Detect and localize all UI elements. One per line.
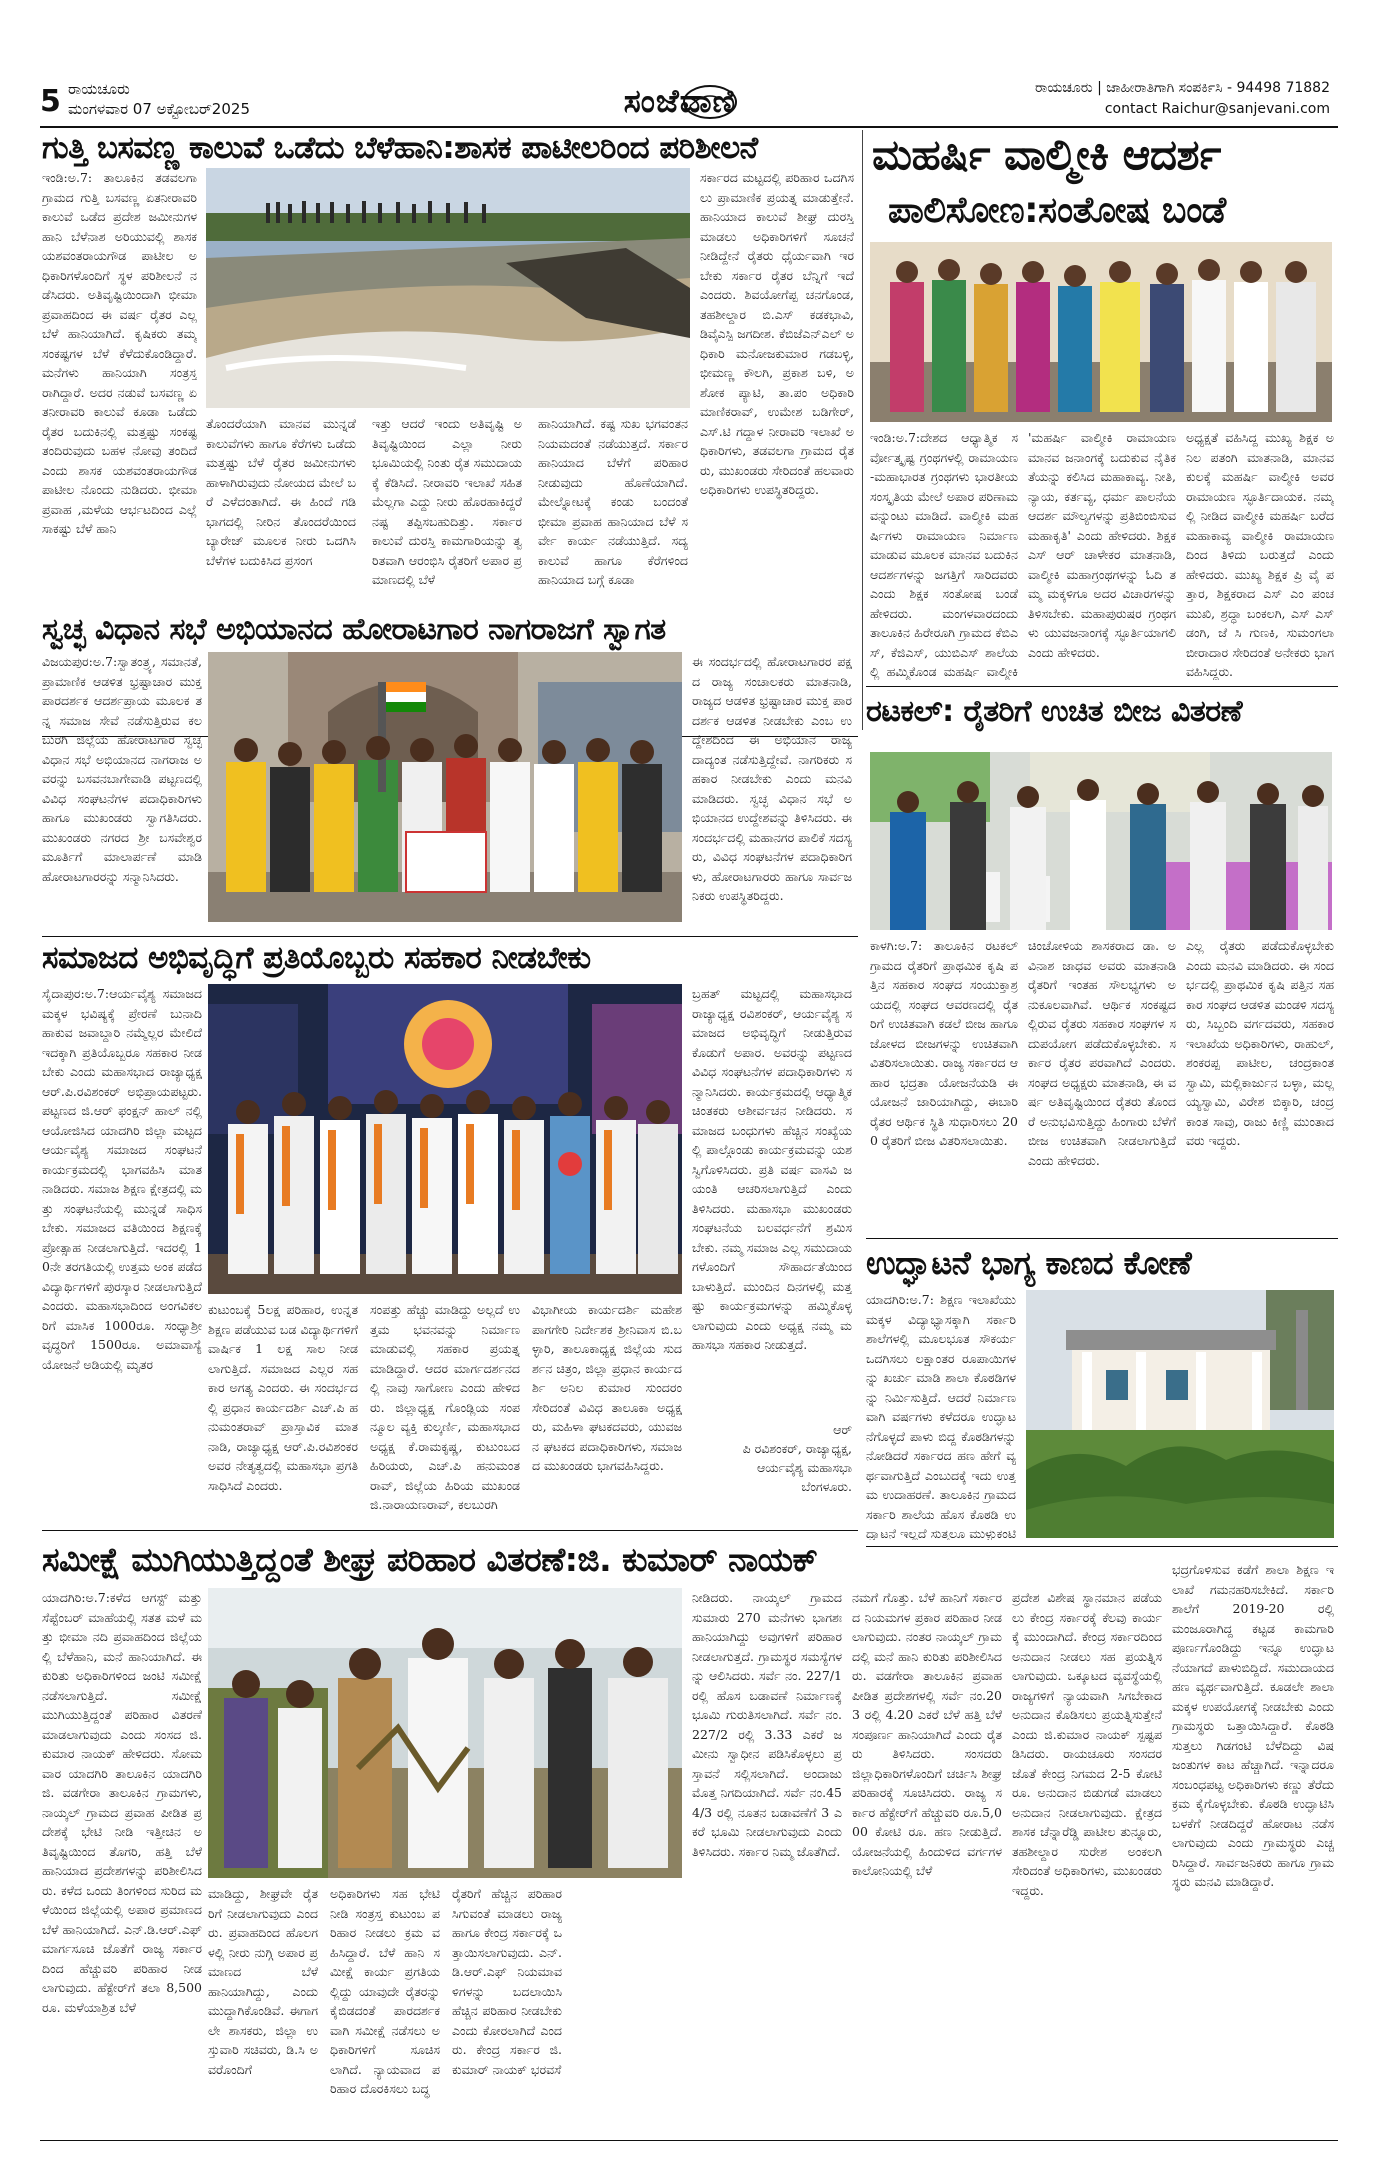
- udghatane-photo: [1026, 1290, 1334, 1538]
- paper-name: ಸಂಜೆವಾಣಿ: [623, 82, 737, 120]
- masthead-rule: [40, 126, 1338, 128]
- sameekshe-col5-short: [574, 1884, 682, 2134]
- udghatane-col1: ಯಾದಗಿರಿ:ಅ.7: ಶಿಕ್ಷಣ ಇಲಾಖೆಯು ಮಕ್ಕಳ ವಿದ್ಯಾಭ್ಯಾಸಕ್ಕಾಗಿ ಸರ್ಕಾರಿ ಶಾಲೆಗಳಲ್ಲಿ ಮೂಲಭೂತ ಸೌಕರ್ಯ ಒದಗಿಸಲು ಲಕ್ಷಾಂತರ ರೂಪಾಯಿಗಳನ್ನು ಖರ್ಚು ಮಾಡಿ ಶಾಲಾ ಕೊಠಡಿಗಳನ್ನು ನಿರ್ಮಿಸುತ್ತಿದೆ. ಆದರೆ ನಿರ್ಮಾಣವಾಗಿ ವರ್ಷಗಳು ಕಳೆದರೂ ಉದ್ಘಾಟನೆಗೊಳ್ಳದೆ ಪಾಳು ಬಿದ್ದ ಕೊಠಡಿಗಳನ್ನು ನೋಡಿದರೆ ಸರ್ಕಾರದ ಹಣ ಹೇಗೆ ವ್ಯರ್ಥವಾಗುತ್ತಿದೆ ಎಂಬುದಕ್ಕೆ ಇದು ಉತ್ತಮ ಉದಾಹರಣೆ. ತಾಲೂಕಿನ ಗ್ರಾಮದ ಸರ್ಕಾರಿ ಶಾಲೆಯ ಹೊಸ ಕೊಠಡಿ ಉದ್ಘಾಟನೆ ಇಲ್ಲದೆ ಸುತ್ತಲೂ ಮುಳ್ಳುಕಂಟಿ: [866, 1292, 1016, 1540]
- valmiki-col1: ಇಂಡಿ:ಅ.7:ದೇಶದ ಆಧ್ಯಾತ್ಮಿಕ ಸರ್ವೋತ್ಕೃಷ್ಟ ಗ್ರಂಥಗಳಲ್ಲಿ ರಾಮಾಯಣ-ಮಹಾಭಾರತ ಗ್ರಂಥಗಳು ಭಾರತೀಯ ಸಂಸ್ಕೃತಿಯ ಮೇಲೆ ಅಪಾರ ಪರಿಣಾಮವನ್ನುಂಟು ಮಾಡಿದೆ. ವಾಲ್ಮೀಕಿ ಮಹರ್ಷಿಗಳು ರಾಮಾಯಣ ನಿರ್ಮಾಣ ಮಾಡುವ ಮೂಲಕ ಮಾನವ ಬದುಕಿನ ಆದರ್ಶಗಳನ್ನು ಜಗತ್ತಿಗೆ ಸಾರಿದವರು ಎಂದು ಶಿಕ್ಷಕ ಸಂತೋಷ ಬಂಡೆ ಹೇಳಿದರು. ಮಂಗಳವಾರದಂದು ತಾಲೂಕಿನ ಹಿರೇರೂಗಿ ಗ್ರಾಮದ ಕೆಬಿಎಸ್, ಕೆಜಿಎಸ್, ಯುಬಿಎಸ್ ಶಾಲೆಯಲ್ಲಿ ಹಮ್ಮಿಕೊಂಡ ಮಹರ್ಷಿ ವಾಲ್ಮೀಕಿ: [870, 430, 1018, 679]
- valmiki-photo: [870, 242, 1332, 422]
- footer-rule: [40, 2140, 1338, 2141]
- gutti-photo: [206, 168, 690, 408]
- samaja-col4: ವಿಭಾಗೀಯ ಕಾರ್ಯದರ್ಶಿ ಮಹೇಶ ಪಾಗಗೇರಿ ನಿರ್ದೇಶಕ ಶ್ರೀನಿವಾಸ ಬಿ.ಬಳ್ಳಾರಿ, ತಾಲೂಕಾಧ್ಯಕ್ಷ ಜಿಲ್ಲೆಯ ಸುದರ್ಶನ ಚಿತ್ರಂ, ಜಿಲ್ಲಾ ಪ್ರಧಾನ ಕಾರ್ಯದರ್ಶಿ ಅನಿಲ ಕುಮಾರ ಸುಂದರಂ ಸೇರಿದಂತೆ ವಿವಿಧ ತಾಲೂಕಾ ಅಧ್ಯಕ್ಷರು, ಮಹಿಳಾ ಘಟಕದವರು, ಯುವಜನ ಘಟಕದ ಪದಾಧಿಕಾರಿಗಳು, ಸಮಾಜದ ಮುಖಂಡರು ಭಾಗವಹಿಸಿದ್ದರು.: [532, 1302, 682, 1473]
- samaja-col2: ಕುಟುಂಬಕ್ಕೆ 5ಲಕ್ಷ ಪರಿಹಾರ, ಉನ್ನತ ಶಿಕ್ಷಣ ಪಡೆಯುವ ಬಡ ವಿದ್ಯಾರ್ಥಿಗಳಿಗೆ ವಾರ್ಷಿಕ 1 ಲಕ್ಷ ಸಾಲ ನೀಡಲಾಗುತ್ತಿದೆ. ಸಮಾಜದ ಎಲ್ಲರ ಸಹಕಾರ ಅಗತ್ಯ ಎಂದರು. ಈ ಸಂದರ್ಭದಲ್ಲಿ ಪ್ರಧಾನ ಕಾರ್ಯದರ್ಶಿ ಎಚ್.ಪಿ ಹನುಮಂತರಾವ್ ಪ್ರಾಸ್ತಾವಿಕ ಮಾತನಾಡಿ, ರಾಜ್ಯಾಧ್ಯಕ್ಷ ಆರ್.ಪಿ.ರವಿಶಂಕರ ಅವರ ನೇತೃತ್ವದಲ್ಲಿ ಮಹಾಸಭಾ ಪ್ರಗತಿ ಸಾಧಿಸಿದೆ ಎಂದರು.: [208, 1302, 358, 1493]
- swachh-photo: [208, 652, 682, 922]
- sameekshe-headline: ಸಮೀಕ್ಷೆ ಮುಗಿಯುತ್ತಿದ್ದಂತೆ ಶೀಘ್ರ ಪರಿಹಾರ ವಿತರಣೆ:ಜಿ. ಕುಮಾರ್ ನಾಯಕ್: [42, 1540, 818, 1579]
- ratakal-col2: ಚಿಂಚೋಳಿಯ ಶಾಸಕರಾದ ಡಾ. ಅವಿನಾಶ ಜಾಧವ ಅವರು ಮಾತನಾಡಿ ರೈತರಿಗೆ ಇಂತಹ ಸೌಲಭ್ಯಗಳು ಅನುಕೂಲವಾಗಿವೆ. ಆರ್ಥಿಕ ಸಂಕಷ್ಟದಲ್ಲಿರುವ ರೈತರು ಸಹಕಾರ ಸಂಘಗಳ ಸದುಪಯೋಗ ಪಡೆದುಕೊಳ್ಳಬೇಕು. ಸರ್ಕಾರ ರೈತರ ಪರವಾಗಿದೆ ಎಂದರು. ಸಂಘದ ಅಧ್ಯಕ್ಷರು ಮಾತನಾಡಿ, ಈ ವರ್ಷ ಅತಿವೃಷ್ಟಿಯಿಂದ ರೈತರು ತೊಂದರೆ ಅನುಭವಿಸುತ್ತಿದ್ದು ಹಿಂಗಾರು ಬೆಳೆಗೆ ಬೀಜ ಉಚಿತವಾಗಿ ನೀಡಲಾಗುತ್ತಿದೆ ಎಂದು ಹೇಳಿದರು.: [1028, 938, 1176, 1168]
- sameekshe-col1: ಯಾದಗಿರಿ:ಅ.7:ಕಳೆದ ಆಗಸ್ಟ್ ಮತ್ತು ಸೆಪ್ಟೆಂಬರ್ ಮಾಹೆಯಲ್ಲಿ ಸತತ ಮಳೆ ಮತ್ತು ಭೀಮಾ ನದಿ ಪ್ರವಾಹದಿಂದ ಜಿಲ್ಲೆಯಲ್ಲಿ ಬೆಳೆಹಾನಿ, ಮನೆ ಹಾನಿಯಾಗಿದೆ. ಈ ಕುರಿತು ಅಧಿಕಾರಿಗಳಿಂದ ಜಂಟಿ ಸಮೀಕ್ಷೆ ನಡೆಸಲಾಗುತ್ತಿದೆ. ಸಮೀಕ್ಷೆ ಮುಗಿಯುತ್ತಿದ್ದಂತೆ ಪರಿಹಾರ ವಿತರಣೆ ಮಾಡಲಾಗುವುದು ಎಂದು ಸಂಸದ ಜಿ.ಕುಮಾರ ನಾಯಕ್ ಹೇಳಿದರು. ಸೋಮವಾರ ಯಾದಗಿರಿ ತಾಲೂಕಿನ ಯಾದಗಿರಿ ಜಿ. ವಡಗೇರಾ ತಾಲೂಕಿನ ಗ್ರಾಮಗಳು, ನಾಯ್ಕಲ್ ಗ್ರಾಮದ ಪ್ರವಾಹ ಪೀಡಿತ ಪ್ರದೇಶಕ್ಕೆ ಭೇಟಿ ನೀಡಿ ಇತ್ತೀಚಿನ ಅತಿವೃಷ್ಟಿಯಿಂದ ತೊಗರಿ, ಹತ್ತಿ ಬೆಳೆ ಹಾನಿಯಾದ ಪ್ರದೇಶಗಳನ್ನು ಪರಿಶೀಲಿಸಿದರು. ಕಳೆದ ಒಂದು ತಿಂಗಳಿಂದ ಸುರಿದ ಮಳೆಯಿಂದ ಜಿಲ್ಲೆಯಲ್ಲಿ ಅಪಾರ ಪ್ರಮಾಣದ ಬೆಳೆ ಹಾನಿಯಾಗಿದೆ. ಎನ್.ಡಿ.ಆರ್.ಎಫ್ ಮಾರ್ಗಸೂಚಿ ಜೊತೆಗೆ ರಾಜ್ಯ ಸರ್ಕಾರದಿಂದ ಹೆಚ್ಚುವರಿ ಪರಿಹಾರ ನೀಡಲಾಗುವುದು. ಹೆಕ್ಟೇರ್‌ಗೆ ತಲಾ 8,500 ರೂ. ಮಳೆಯಾಶ್ರಿತ ಬೆಳೆ: [42, 1590, 202, 2015]
- sameekshe-col3: ಅಧಿಕಾರಿಗಳು ಸಹ ಭೇಟಿ ನೀಡಿ ಸಂತ್ರಸ್ತ ಕುಟುಂಬ ಪರಿಹಾರ ನೀಡಲು ಕ್ರಮ ವಹಿಸಿದ್ದಾರೆ. ಬೆಳೆ ಹಾನಿ ಸಮೀಕ್ಷೆ ಕಾರ್ಯ ಪ್ರಗತಿಯಲ್ಲಿದ್ದು ಯಾವುದೇ ರೈತರನ್ನು ಕೈಬಿಡದಂತೆ ಪಾರದರ್ಶಕವಾಗಿ ಸಮೀಕ್ಷೆ ನಡೆಸಲು ಅಧಿಕಾರಿಗಳಿಗೆ ಸೂಚಿಸಲಾಗಿದೆ. ನ್ಯಾಯವಾದ ಪರಿಹಾರ ದೊರಕಿಸಲು ಬದ್ಧ: [330, 1886, 440, 2096]
- gutti-col2: ತೊಂದರೆಯಾಗಿ ಮಾನವ ಮುನ್ನಡೆ ಕಾಲುವೆಗಳು ಹಾಗೂ ಕೆರೆಗಳು ಒಡೆದು ಮತ್ತಷ್ಟು ಬೆಳೆ ರೈತರ ಜಮೀನುಗಳು ಹಾಳಾಗಿರುವುದು ನೋಯದ ಮೇಲೆ ಬರೆ ಎಳೆದಂತಾಗಿದೆ. ಈ ಹಿಂದೆ ಗಡಿ ಭಾಗದಲ್ಲಿ ನೀರಿನ ತೊಂದರೆಯಿಂದ ಬ್ಯಾರೇಜ್ ಮೂಲಕ ನೀರು ಒದಗಿಸಿ ಬೆಳೆಗಳ ಬದುಕಿಸಿದ ಪ್ರಸಂಗ: [206, 416, 356, 568]
- gutti-col1: ಇಂಡಿ:ಅ.7: ತಾಲೂಕಿನ ತಡವಲಗಾ ಗ್ರಾಮದ ಗುತ್ತಿ ಬಸವಣ್ಣ ಏತನೀರಾವರಿ ಕಾಲುವೆ ಒಡೆದ ಪ್ರದೇಶ ಜಮೀನುಗಳ ಹಾನಿ ಬೆಳೆನಾಶ ಅರಿಯುವಲ್ಲಿ ಶಾಸಕ ಯಶವಂತರಾಯಗೌಡ ಪಾಟೀಲ ಅಧಿಕಾರಿಗಳೊಂದಿಗೆ ಸ್ಥಳ ಪರಿಶೀಲನೆ ನಡೆಸಿದರು. ಅತಿವೃಷ್ಟಿಯಿಂದಾಗಿ ಭೀಮಾ ಪ್ರವಾಹದಿಂದ ಈ ವರ್ಷ ರೈತರ ಎಲ್ಲ ಬೆಳೆ ಹಾನಿಯಾಗಿದೆ. ಕೃಷಿಕರು ತಮ್ಮ ಸಂಕಷ್ಟಗಳ ಬೆಳೆ ಕೆಳೆದುಕೊಂಡಿದ್ದಾರೆ. ಮನೆಗಳು ಹಾನಿಯಾಗಿ ಸಂತ್ರಸ್ತರಾಗಿದ್ದಾರೆ. ಅದರ ನಡುವೆ ಬಸವಣ್ಣ ಏತನೀರಾವರಿ ಕಾಲುವೆ ಕೂಡಾ ಒಡೆದು ರೈತರ ಬದುಕಿನಲ್ಲಿ ಮತ್ತಷ್ಟು ಸಂಕಷ್ಟ ತಂದಿರುವುದು ಬಹಳ ನೋವು ತಂದಿದೆ ಎಂದು ಶಾಸಕ ಯಶವಂತರಾಯಗೌಡ ಪಾಟೀಲ ನೊಂದು ನುಡಿದರು. ಭೀಮಾ ಪ್ರವಾಹ ,ಮಳೆಯ ಆರ್ಭಟದಿಂದ ಎಲ್ಲೆ ಸಾಕಷ್ಟು ಬೆಳೆ ಹಾನಿ: [42, 170, 197, 536]
- page-number: 5: [40, 84, 61, 119]
- article-divider: [42, 936, 858, 937]
- swachh-headline: ಸ್ವಚ್ಛ ವಿಧಾನ ಸಭೆ ಅಭಿಯಾನದ ಹೋರಾಟಗಾರ ನಾಗರಾಜಗೆ ಸ್ವಾಗತ: [42, 612, 666, 647]
- sameekshe-col2: ಮಾಡಿದ್ದು, ಶೀಘ್ರವೇ ರೈತರಿಗೆ ನೀಡಲಾಗುವುದು ಎಂದರು. ಪ್ರವಾಹದಿಂದ ಹೊಲಗಳಲ್ಲಿ ನೀರು ನುಗ್ಗಿ ಅಪಾರ ಪ್ರಮಾಣದ ಬೆಳೆ ಹಾನಿಯಾಗಿದ್ದು, ಎಂದು ಮುದ್ದಾಗಿಕೊಂಡಿವೆ. ಈಗಾಗಲೇ ಶಾಸಕರು, ಜಿಲ್ಲಾ ಉಸ್ತುವಾರಿ ಸಚಿವರು, ಡಿ.ಸಿ ಅವರೊಂದಿಗೆ: [208, 1886, 318, 2077]
- valmiki-col3: ಅಧ್ಯಕ್ಷತೆ ವಹಿಸಿದ್ದ ಮುಖ್ಯ ಶಿಕ್ಷಕ ಅನಿಲ ಪತಂಗಿ ಮಾತನಾಡಿ, ಮಾನವ ಕುಲಕ್ಕೆ ಮಹರ್ಷಿ ವಾಲ್ಮೀಕಿ ಅವರ ರಾಮಾಯಣ ಸ್ಫೂರ್ತಿದಾಯಕ. ನಮ್ಮಲ್ಲಿ ನೀಡಿದ ವಾಲ್ಮೀಕಿ ಮಹರ್ಷಿ ಬರೆದ ಮಹಾಕಾವ್ಯ ವಾಲ್ಮೀಕಿ ರಾಮಾಯಣದಿಂದ ತಿಳಿದು ಬರುತ್ತದೆ ಎಂದು ಹೇಳಿದರು. ಮುಖ್ಯ ಶಿಕ್ಷಕ ಪ್ರಿ ವೈ ಪತ್ತಾರ, ಶಿಕ್ಷಕರಾದ ಎಸ್ ಎಂ ಪಂಚಮುಖಿ, ಶ್ರದ್ಧಾ ಬಂಕಲಗಿ, ಎಸ್ ಎಸ್ ಡಂಗಿ, ಜೆ ಸಿ ಗುಣಕಿ, ಸುಮಂಗಲಾ ಬೀರಾದಾರ ಸೇರಿದಂತೆ ಅನೇಕರು ಭಾಗವಹಿಸಿದ್ದರು.: [1186, 430, 1334, 679]
- sameekshe-col5: ನೀಡಿದರು. ನಾಯ್ಕಲ್ ಗ್ರಾಮದ ಸುಮಾರು 270 ಮನೆಗಳು ಭಾಗಶಃ ಹಾನಿಯಾಗಿದ್ದು ಅವುಗಳಿಗೆ ಪರಿಹಾರ ನೀಡಲಾಗುತ್ತದೆ. ಗ್ರಾಮಸ್ಥರ ಸಮಸ್ಯೆಗಳನ್ನು ಆಲಿಸಿದರು. ಸರ್ವೆ ನಂ. 227/1 ರಲ್ಲಿ ಹೊಸ ಬಡಾವಣೆ ನಿರ್ಮಾಣಕ್ಕೆ ಭೂಮಿ ಗುರುತಿಸಲಾಗಿದೆ. ಸರ್ವೆ ನಂ.227/2 ರಲ್ಲಿ 3.33 ಎಕರೆ ಜಮೀನು ಸ್ವಾಧೀನ ಪಡಿಸಿಕೊಳ್ಳಲು ಪ್ರಸ್ತಾವನೆ ಸಲ್ಲಿಸಲಾಗಿದೆ. ಅಂದಾಜು ಮೊತ್ತ ನಿಗದಿಯಾಗಿದೆ. ಸರ್ವೆ ನಂ.454/3 ರಲ್ಲಿ ನೂತನ ಬಡಾವಣೆಗೆ 3 ಎಕರೆ ಭೂಮಿ ನೀಡಲಾಗುವುದು ಎಂದು ತಿಳಿಸಿದರು. ಸರ್ಕಾರ ನಿಮ್ಮ ಜೊತೆಗಿದೆ.: [692, 1590, 842, 1859]
- ratakal-photo: [870, 752, 1332, 930]
- valmiki-headline-2: ಪಾಲಿಸೋಣ:ಸಂತೋಷ ಬಂಡೆ: [888, 190, 1226, 231]
- samaja-photo: [208, 984, 682, 1294]
- article-divider: [866, 686, 1338, 687]
- article-divider: [866, 1546, 1338, 1547]
- gutti-col4: ಹಾನಿಯಾಗಿದೆ. ಕಷ್ಟ ಸುಖ ಭಗವಂತನ ನಿಯಮದಂತೆ ನಡೆಯುತ್ತದೆ. ಸರ್ಕಾರ ಹಾನಿಯಾದ ಬೆಳೆಗೆ ಪರಿಹಾರ ನೀಡುವುದು ಹೊಣೆಯಾಗಿದೆ. ಮೇಲ್ನೋಟಕ್ಕೆ ಕಂಡು ಬಂದಂತೆ ಭೀಮಾ ಪ್ರವಾಹ ಹಾನಿಯಾದ ಬೆಳೆ ಸರ್ವೇ ಕಾರ್ಯ ನಡೆಯುತ್ತಿದೆ. ಸದ್ಯ ಕಾಲುವೆ ಹಾಗೂ ಕೆರೆಗಳಿಂದ ಹಾನಿಯಾದ ಬಗ್ಗೆ ಕೂಡಾ: [538, 416, 688, 587]
- column-divider: [862, 130, 863, 730]
- article-divider: [866, 1238, 1338, 1239]
- contact-email: contact Raichur@sanjevani.com: [1104, 101, 1330, 117]
- article-divider: [42, 1530, 858, 1531]
- masthead-date: ಮಂಗಳವಾರ 07 ಅಕ್ಟೋಬರ್2025: [68, 100, 250, 118]
- gutti-col5: ಸರ್ಕಾರದ ಮಟ್ಟದಲ್ಲಿ ಪರಿಹಾರ ಒದಗಿಸಲು ಪ್ರಾಮಾಣಿಕ ಪ್ರಯತ್ನ ಮಾಡುತ್ತೇನೆ. ಹಾನಿಯಾದ ಕಾಲುವೆ ಶೀಘ್ರ ದುರಸ್ತಿ ಮಾಡಲು ಅಧಿಕಾರಿಗಳಿಗೆ ಸೂಚನೆ ನೀಡಿದ್ದೇನೆ ರೈತರು ಧೈರ್ಯವಾಗಿ ಇರಬೇಕು ಸರ್ಕಾರ ರೈತರ ಬೆನ್ನಿಗೆ ಇದೆ ಎಂದರು. ಶಿವಯೋಗೆಪ್ಪ ಚನಗೊಂಡ, ತಹಶೀಲ್ದಾರ ಬಿ.ಎಸ್ ಕಡಕಭಾವಿ, ಡಿವೈಎಸ್ಪಿ ಜಗದೀಶ. ಕೆಬಿಜೆಎನ್ಎಲ್ ಅಧಿಕಾರಿ ಮನೋಜಕುಮಾರ ಗಡಬಳ್ಳಿ, ಭೀಮಣ್ಣ ಕೌಲಗಿ, ಪ್ರಕಾಶ ಬಳಿ, ಅಶೋಕ ಪ್ಯಾಟಿ, ತಾ.ಪಂ ಅಧಿಕಾರಿ ಮಾಣಿಕರಾವ್, ಉಮೇಶ ಬಡಿಗೇರ್, ಎಸ್.ಟಿ ಗದ್ದಾಳ ನೀರಾವರಿ ಇಲಾಖೆ ಅಧಿಕಾರಿಗಳು, ತಡವಲಗಾ ಗ್ರಾಮದ ರೈತರು, ಮುಖಂಡರು ಸೇರಿದಂತೆ ಹಲವಾರು ಅಧಿಕಾರಿಗಳು ಉಪಸ್ಥಿತರಿದ್ದರು.: [700, 170, 854, 497]
- ratakal-col1: ಕಾಳಗಿ:ಅ.7: ತಾಲೂಕಿನ ರಟಕಲ್ ಗ್ರಾಮದ ರೈತರಿಗೆ ಪ್ರಾಥಮಿಕ ಕೃಷಿ ಪತ್ತಿನ ಸಹಕಾರ ಸಂಘದ ಸಂಯುಕ್ತಾಶ್ರಯದಲ್ಲಿ ಸಂಘದ ಆವರಣದಲ್ಲಿ ರೈತರಿಗೆ ಉಚಿತವಾಗಿ ಕಡಲೆ ಬೀಜ ಹಾಗೂ ಜೋಳದ ಬೀಜಗಳನ್ನು ಉಚಿತವಾಗಿ ವಿತರಿಸಲಾಯಿತು. ರಾಜ್ಯ ಸರ್ಕಾರದ ಆಹಾರ ಭದ್ರತಾ ಯೋಜನೆಯಡಿ ಈ ಯೋಜನೆ ಜಾರಿಯಾಗಿದ್ದು, ಈಬಾರಿ ರೈತರ ಆರ್ಥಿಕ ಸ್ಥಿತಿ ಸುಧಾರಿಸಲು 200 ರೈತರಿಗೆ ಬೀಜ ವಿತರಿಸಲಾಯಿತು.: [870, 938, 1018, 1148]
- udghatane-headline: ಉದ್ಘಾಟನೆ ಭಾಗ್ಯ ಕಾಣದ ಕೋಣೆ: [866, 1244, 1192, 1282]
- contact-line: ರಾಯಚೂರು | ಜಾಹೀರಾತಿಗಾಗಿ ಸಂಪರ್ಕಿಸಿ - 94498 71882: [1034, 80, 1330, 96]
- samaja-col5: ಬ್ರಹತ್ ಮಟ್ಟದಲ್ಲಿ ಮಹಾಸಭಾದ ರಾಜ್ಯಾಧ್ಯಕ್ಷ ರವಿಶಂಕರ್, ಆರ್ಯವೈಶ್ಯ ಸಮಾಜದ ಅಭಿವೃದ್ಧಿಗೆ ನೀಡುತ್ತಿರುವ ಕೊಡುಗೆ ಅಪಾರ. ಅವರನ್ನು ಪಟ್ಟಣದ ವಿವಿಧ ಸಂಘಟನೆಗಳ ಪದಾಧಿಕಾರಿಗಳು ಸನ್ಮಾನಿಸಿದರು. ಕಾರ್ಯಕ್ರಮದಲ್ಲಿ ಆಧ್ಯಾತ್ಮಿಕ ಚಿಂತಕರು ಆಶೀರ್ವಚನ ನೀಡಿದರು. ಸಮಾಜದ ಬಂಧುಗಳು ಹೆಚ್ಚಿನ ಸಂಖ್ಯೆಯಲ್ಲಿ ಪಾಲ್ಗೊಂಡು ಕಾರ್ಯಕ್ರಮವನ್ನು ಯಶಸ್ವಿಗೊಳಿಸಿದರು. ಪ್ರತಿ ವರ್ಷ ವಾಸವಿ ಜಯಂತಿ ಆಚರಿಸಲಾಗುತ್ತಿದೆ ಎಂದು ತಿಳಿಸಿದರು. ಮಹಾಸಭಾ ಮುಖಂಡರು ಸಂಘಟನೆಯ ಬಲವರ್ಧನೆಗೆ ಶ್ರಮಿಸಬೇಕು. ನಮ್ಮ ಸಮಾಜ ಎಲ್ಲ ಸಮುದಾಯಗಳೊಂದಿಗೆ ಸೌಹಾರ್ದತೆಯಿಂದ ಬಾಳುತ್ತಿದೆ. ಮುಂದಿನ ದಿನಗಳಲ್ಲಿ ಮತ್ತಷ್ಟು ಕಾರ್ಯಕ್ರಮಗಳನ್ನು ಹಮ್ಮಿಕೊಳ್ಳಲಾಗುವುದು ಎಂದು ಅಧ್ಯಕ್ಷ ನಮ್ಮ ಮಹಾಸಭಾ ಸಹಕಾರ ನೀಡುತ್ತದೆ.: [692, 986, 852, 1352]
- paper-logo: [560, 80, 800, 124]
- masthead-place: ರಾಯಚೂರು: [68, 80, 130, 98]
- sameekshe-col7: ಪ್ರದೇಶ ವಿಶೇಷ ಸ್ಥಾನಮಾನ ಪಡೆಯಲು ಕೇಂದ್ರ ಸರ್ಕಾರಕ್ಕೆ ಕೆಲವು ಕಾರ್ಯಕ್ಕೆ ಮುಂದಾಗಿದೆ. ಕೇಂದ್ರ ಸರ್ಕಾರದಿಂದ ಅನುದಾನ ನೀಡಲು ಸಹ ಪ್ರಯತ್ನಿಸಲಾಗುವುದು. ಒಕ್ಕೂಟದ ವ್ಯವಸ್ಥೆಯಲ್ಲಿ ರಾಜ್ಯಗಳಿಗೆ ನ್ಯಾಯವಾಗಿ ಸಿಗಬೇಕಾದ ಅನುದಾನ ಕೊಡಿಸಲು ಪ್ರಯತ್ನಿಸುತ್ತೇನೆ ಎಂದು ಜಿ.ಕುಮಾರ ನಾಯಕ್ ಸ್ಪಷ್ಟಪಡಿಸಿದರು. ರಾಯಚೂರು ಸಂಸದರ ಜೊತೆ ಕೇಂದ್ರ ನಿಗಮದ 2-5 ಕೋಟಿ ರೂ. ಅನುದಾನ ಬಿಡುಗಡೆ ಮಾಡಲು ಅನುದಾನ ನೀಡಲಾಗುವುದು. ಕ್ಷೇತ್ರದ ಶಾಸಕ ಚೆನ್ನಾರೆಡ್ಡಿ ಪಾಟೀಲ ತುನ್ನೂರು, ತಹಶೀಲ್ದಾರ ಸುರೇಶ ಅಂಕಲಗಿ ಸೇರಿದಂತೆ ಅಧಿಕಾರಿಗಳು, ಮುಖಂಡರು ಇದ್ದರು.: [1012, 1590, 1162, 1898]
- samaja-headline: ಸಮಾಜದ ಅಭಿವೃದ್ಧಿಗೆ ಪ್ರತಿಯೊಬ್ಬರು ಸಹಕಾರ ನೀಡಬೇಕು: [42, 940, 591, 976]
- sameekshe-photo: [208, 1588, 682, 1878]
- samaja-signature: ಆರ್ ಪಿ ರವಿಶಂಕರ್, ರಾಜ್ಯಾಧ್ಯಕ್ಷ, ಆರ್ಯವೈಶ್ಯ ಮಹಾಸಭಾ ಬೆಂಗಳೂರು.: [742, 1422, 852, 1494]
- sameekshe-col4: ರೈತರಿಗೆ ಹೆಚ್ಚಿನ ಪರಿಹಾರ ಸಿಗುವಂತೆ ಮಾಡಲು ರಾಜ್ಯ ಹಾಗೂ ಕೇಂದ್ರ ಸರ್ಕಾರಕ್ಕೆ ಒತ್ತಾಯಿಸಲಾಗುವುದು. ಎನ್.ಡಿ.ಆರ್.ಎಫ್ ನಿಯಮಾವಳಿಗಳನ್ನು ಬದಲಾಯಿಸಿ ಹೆಚ್ಚಿನ ಪರಿಹಾರ ನೀಡಬೇಕು ಎಂದು ಕೋರಲಾಗಿದೆ ಎಂದರು. ಕೇಂದ್ರ ಸರ್ಕಾರ ಜಿ. ಕುಮಾರ್ ನಾಯಕ್ ಭರವಸೆ: [452, 1886, 562, 2077]
- gutti-col3: ಇತ್ತು ಆದರೆ ಇಂದು ಅತಿವೃಷ್ಟಿ ಅತಿವೃಷ್ಟಿಯಿಂದ ಎಲ್ಲಾ ನೀರು ಭೂಮಿಯಲ್ಲಿ ನಿಂತು ರೈತ ಸಮುದಾಯಕ್ಕೆ ಕೆಡಿಸಿದೆ. ನೀರಾವರಿ ಇಲಾಖೆ ಸಹಿತ ಮೆಲ್ಲಗಾ ಎದ್ದು ನೀರು ಹೊರಹಾಕಿದ್ದರೆ ನಷ್ಟ ತಪ್ಪಿಸಬಹುದಿತ್ತು. ಸರ್ಕಾರ ಕಾಲುವೆ ದುರಸ್ತಿ ಕಾಮಗಾರಿಯನ್ನು ತ್ವರಿತವಾಗಿ ಆರಂಭಿಸಿ ರೈತರಿಗೆ ಅಪಾರ ಪ್ರಮಾಣದಲ್ಲಿ ಬೆಳೆ: [372, 416, 522, 587]
- valmiki-col2: 'ಮಹರ್ಷಿ ವಾಲ್ಮೀಕಿ ರಾಮಾಯಣ ಮಾನವ ಜನಾಂಗಕ್ಕೆ ಬದುಕುವ ನೈತಿಕತೆಯನ್ನು ಕಲಿಸಿದ ಮಹಾಕಾವ್ಯ. ನೀತಿ, ನ್ಯಾಯ, ಕರ್ತವ್ಯ, ಧರ್ಮ ಪಾಲನೆಯ ಆದರ್ಶ ಮೌಲ್ಯಗಳನ್ನು ಪ್ರತಿಬಿಂಬಿಸುವ ಮಹಾಕೃತಿ' ಎಂದು ಹೇಳಿದರು. ಶಿಕ್ಷಕ ಎಸ್ ಆರ್ ಚಾಳೇಕರ ಮಾತನಾಡಿ, ವಾಲ್ಮೀಕಿ ಮಹಾಗ್ರಂಥಗಳನ್ನು ಓದಿ ತಮ್ಮ ಮಕ್ಕಳಿಗೂ ಅದರ ವಿಚಾರಗಳನ್ನು ತಿಳಿಸಬೇಕು. ಮಹಾಪುರುಷರ ಗ್ರಂಥಗಳು ಯುವಜನಾಂಗಕ್ಕೆ ಸ್ಫೂರ್ತಿಯಾಗಲಿ ಎಂದು ಹೇಳಿದರು.: [1028, 430, 1176, 660]
- ratakal-headline: ರಟಕಲ್: ರೈತರಿಗೆ ಉಚಿತ ಬೀಜ ವಿತರಣೆ: [866, 694, 1243, 729]
- udghatane-col8: ಭದ್ರಗೊಳಿಸುವ ಕಡೆಗೆ ಶಾಲಾ ಶಿಕ್ಷಣ ಇಲಾಖೆ ಗಮನಹರಿಸಬೇಕಿದೆ. ಸರ್ಕಾರಿ ಶಾಲೆಗೆ 2019-20 ರಲ್ಲಿ ಮಂಜೂರಾಗಿದ್ದ ಕಟ್ಟಡ ಕಾಮಗಾರಿ ಪೂರ್ಣಗೊಂಡಿದ್ದು ಇನ್ನೂ ಉದ್ಘಾಟನೆಯಾಗದೆ ಪಾಳುಬಿದ್ದಿದೆ. ಸಮುದಾಯದ ಹಣ ವ್ಯರ್ಥವಾಗುತ್ತಿದೆ. ಕೂಡಲೇ ಶಾಲಾ ಮಕ್ಕಳ ಉಪಯೋಗಕ್ಕೆ ನೀಡಬೇಕು ಎಂದು ಗ್ರಾಮಸ್ಥರು ಒತ್ತಾಯಿಸಿದ್ದಾರೆ. ಕೊಠಡಿ ಸುತ್ತಲು ಗಿಡಗಂಟಿ ಬೆಳೆದಿದ್ದು ವಿಷಜಂತುಗಳ ಕಾಟ ಹೆಚ್ಚಾಗಿದೆ. ಇನ್ನಾದರೂ ಸಂಬಂಧಪಟ್ಟ ಅಧಿಕಾರಿಗಳು ಕಣ್ಣು ತೆರೆದು ಕ್ರಮ ಕೈಗೊಳ್ಳಬೇಕು. ಕೊಠಡಿ ಉದ್ಘಾಟಿಸಿ ಬಳಕೆಗೆ ನೀಡದಿದ್ದರೆ ಹೋರಾಟ ನಡೆಸಲಾಗುವುದು ಎಂದು ಗ್ರಾಮಸ್ಥರು ಎಚ್ಚರಿಸಿದ್ದಾರೆ. ಸಾರ್ವಜನಿಕರು ಹಾಗೂ ಗ್ರಾಮಸ್ಥರು ಮನವಿ ಮಾಡಿದ್ದಾರೆ.: [1172, 1562, 1334, 1889]
- samaja-col3: ಸಂಪತ್ತು ಹೆಚ್ಚು ಮಾಡಿದ್ದು ಅಲ್ಲದೆ ಉತ್ತಮ ಭವನವನ್ನು ನಿರ್ಮಾಣ ಮಾಡುವಲ್ಲಿ ಸಹಕಾರ ಪ್ರಯತ್ನ ಮಾಡಿದ್ದಾರೆ. ಆದರ ಮಾರ್ಗದರ್ಶನದಲ್ಲಿ ನಾವು ಸಾಗೋಣ ಎಂದು ಹೇಳಿದರು. ಜಿಲ್ಲಾಧ್ಯಕ್ಷ ಗೊಂಡ್ಲಿಯ ಸಂಪನ್ಮೂಲ ವ್ಯಕ್ತಿ ಕುಲ್ಕರ್ಣಿ, ಮಹಾಸಭಾದ ಅಧ್ಯಕ್ಷ ಕೆ.ರಾಮಕೃಷ್ಣ, ಕುಟುಂಬದ ಹಿರಿಯರು, ಎಚ್.ಪಿ ಹನುಮಂತರಾವ್, ಜಿಲ್ಲೆಯ ಹಿರಿಯ ಮುಖಂಡ ಜಿ.ನಾರಾಯಣರಾವ್, ಕಲಬುರಗಿ: [370, 1302, 520, 1512]
- samaja-col1: ಸೈದಾಪುರ:ಅ.7:ಆರ್ಯವೈಶ್ಯ ಸಮಾಜದ ಮಕ್ಕಳ ಭವಿಷ್ಯಕ್ಕೆ ಪ್ರೇರಣೆ ಬುನಾದಿ ಹಾಕುವ ಜವಾಬ್ದಾರಿ ನಮ್ಮೆಲ್ಲರ ಮೇಲಿದೆ ಇದಕ್ಕಾಗಿ ಪ್ರತಿಯೊಬ್ಬರೂ ಸಹಕಾರ ನೀಡಬೇಕು ಎಂದು ಮಹಾಸಭಾದ ರಾಜ್ಯಾಧ್ಯಕ್ಷ ಆರ್.ಪಿ.ರವಿಶಂಕರ್ ಅಭಿಪ್ರಾಯಪಟ್ಟರು. ಪಟ್ಟಣದ ಜಿ.ಆರ್ ಫಂಕ್ಷನ್ ಹಾಲ್ ನಲ್ಲಿ ಆಯೋಜಿಸಿದ ಯಾದಗಿರಿ ಜಿಲ್ಲಾ ಮಟ್ಟದ ಆರ್ಯವೈಶ್ಯ ಸಮಾಜದ ಸಂಘಟನೆ ಕಾರ್ಯಕ್ರಮದಲ್ಲಿ ಭಾಗವಹಿಸಿ ಮಾತನಾಡಿದರು. ಸಮಾಜ ಶಿಕ್ಷಣ ಕ್ಷೇತ್ರದಲ್ಲಿ ಮತ್ತು ಸಂಘಟನೆಯಲ್ಲಿ ಮುನ್ನಡೆ ಸಾಧಿಸಬೇಕು. ಸಮಾಜದ ವತಿಯಿಂದ ಶಿಕ್ಷಣಕ್ಕೆ ಪ್ರೋತ್ಸಾಹ ನೀಡಲಾಗುತ್ತಿದೆ. ಇದರಲ್ಲಿ 10ನೇ ತರಗತಿಯಲ್ಲಿ ಉತ್ತಮ ಅಂಕ ಪಡೆದ ವಿದ್ಯಾರ್ಥಿಗಳಿಗೆ ಪುರಸ್ಕಾರ ನೀಡಲಾಗುತ್ತಿದೆ ಎಂದರು. ಮಹಾಸಭಾದಿಂದ ಅಂಗವಿಕಲರಿಗೆ ಮಾಸಿಕ 1000ರೂ. ಸಂಧ್ಯಾಶ್ರೀ ವೃದ್ಧರಿಗೆ 1500ರೂ. ಅಮಾವಾಸ್ಯೆ ಯೋಜನೆ ಅಡಿಯಲ್ಲಿ ಮೃತರ: [42, 986, 202, 1372]
- swachh-col1: ವಿಜಯಪುರ:ಅ.7:ಸ್ವಾತಂತ್ರ್ಯ, ಸಮಾನತೆ, ಪ್ರಾಮಾಣಿಕ ಆಡಳಿತ ಭ್ರಷ್ಟಾಚಾರ ಮುಕ್ತ ಪಾರದರ್ಶಕ ಆದರ್ಶಪ್ರಾಯ ಮೂಲಕ ತನ್ನ ಸಮಾಜ ಸೇವೆ ನಡೆಸುತ್ತಿರುವ ಕಲಬುರಗಿ ಜಿಲ್ಲೆಯ ಹೋರಾಟಗಾರ ಸ್ವಚ್ಛ ವಿಧಾನ ಸಭೆ ಅಭಿಯಾನದ ನಾಗರಾಜ ಅವರನ್ನು ಬಸವನಬಾಗೇವಾಡಿ ಪಟ್ಟಣದಲ್ಲಿ ವಿವಿಧ ಸಂಘಟನೆಗಳ ಪದಾಧಿಕಾರಿಗಳು ಹಾಗೂ ಮುಖಂಡರು ಸ್ವಾಗತಿಸಿದರು. ಮುಖಂಡರು ನಗರದ ಶ್ರೀ ಬಸವೇಶ್ವರ ಮೂರ್ತಿಗೆ ಮಾಲಾರ್ಪಣೆ ಮಾಡಿ ಹೋರಾಟಗಾರರನ್ನು ಸನ್ಮಾನಿಸಿದರು.: [42, 654, 202, 884]
- sameekshe-col6: ನಮಗೆ ಗೊತ್ತು. ಬೆಳೆ ಹಾನಿಗೆ ಸರ್ಕಾರದ ನಿಯಮಗಳ ಪ್ರಕಾರ ಪರಿಹಾರ ನೀಡಲಾಗುವುದು. ನಂತರ ನಾಯ್ಕಲ್ ಗ್ರಾಮದಲ್ಲಿ ಮನೆ ಹಾನಿ ಕುರಿತು ಪರಿಶೀಲಿಸಿದರು. ವಡಗೇರಾ ತಾಲೂಕಿನ ಪ್ರವಾಹ ಪೀಡಿತ ಪ್ರದೇಶಗಳಲ್ಲಿ ಸರ್ವೆ ನಂ.203 ರಲ್ಲಿ 4.20 ಎಕರೆ ಬೆಳೆ ಹತ್ತಿ ಬೆಳೆ ಸಂಪೂರ್ಣ ಹಾನಿಯಾಗಿದೆ ಎಂದು ರೈತರು ತಿಳಿಸಿದರು. ಸಂಸದರು ಜಿಲ್ಲಾಧಿಕಾರಿಗಳೊಂದಿಗೆ ಚರ್ಚಿಸಿ ಶೀಘ್ರ ಪರಿಹಾರಕ್ಕೆ ಸೂಚಿಸಿದರು. ರಾಜ್ಯ ಸರ್ಕಾರ ಹೆಕ್ಟೇರ್‌ಗೆ ಹೆಚ್ಚುವರಿ ರೂ.5,000 ಕೋಟಿ ರೂ. ಹಣ ನೀಡುತ್ತಿದೆ. ಯೋಜನೆಯಲ್ಲಿ ಹಿಂದುಳಿದ ವರ್ಗಗಳ ಕಾಲೋನಿಯಲ್ಲಿ ಬೆಳೆ: [852, 1590, 1002, 1878]
- valmiki-headline-1: ಮಹರ್ಷಿ ವಾಲ್ಮೀಕಿ ಆದರ್ಶ: [872, 130, 1221, 179]
- swachh-col2: ಈ ಸಂದರ್ಭದಲ್ಲಿ ಹೋರಾಟಗಾರರ ಪಕ್ಷದ ರಾಜ್ಯ ಸಂಚಾಲಕರು ಮಾತನಾಡಿ, ರಾಜ್ಯದ ಆಡಳಿತ ಭ್ರಷ್ಟಾಚಾರ ಮುಕ್ತ ಪಾರದರ್ಶಕ ಆಡಳಿತ ನೀಡಬೇಕು ಎಂಬ ಉದ್ದೇಶದಿಂದ ಈ ಅಭಿಯಾನ ರಾಜ್ಯದಾದ್ಯಂತ ನಡೆಸುತ್ತಿದ್ದೇವೆ. ನಾಗರಿಕರು ಸಹಕಾರ ನೀಡಬೇಕು ಎಂದು ಮನವಿ ಮಾಡಿದರು. ಸ್ವಚ್ಛ ವಿಧಾನ ಸಭೆ ಅಭಿಯಾನದ ಉದ್ದೇಶವನ್ನು ತಿಳಿಸಿದರು. ಈ ಸಂದರ್ಭದಲ್ಲಿ ಮಹಾನಗರ ಪಾಲಿಕೆ ಸದಸ್ಯರು, ವಿವಿಧ ಸಂಘಟನೆಗಳ ಪದಾಧಿಕಾರಿಗಳು, ಹೋರಾಟಗಾರರು ಹಾಗೂ ಸಾರ್ವಜನಿಕರು ಉಪಸ್ಥಿತರಿದ್ದರು.: [692, 654, 852, 903]
- gutti-headline: ಗುತ್ತಿ ಬಸವಣ್ಣ ಕಾಲುವೆ ಒಡೆದು ಬೆಳೆಹಾನಿ:ಶಾಸಕ ಪಾಟೀಲರಿಂದ ಪರಿಶೀಲನೆ: [42, 130, 758, 166]
- ratakal-col3: ಎಲ್ಲ ರೈತರು ಪಡೆದುಕೊಳ್ಳಬೇಕು ಎಂದು ಮನವಿ ಮಾಡಿದರು. ಈ ಸಂದರ್ಭದಲ್ಲಿ ಪ್ರಾಥಮಿಕ ಕೃಷಿ ಪತ್ತಿನ ಸಹಕಾರ ಸಂಘದ ಆಡಳಿತ ಮಂಡಳಿ ಸದಸ್ಯರು, ಸಿಬ್ಬಂದಿ ವರ್ಗದವರು, ಸಹಕಾರ ಇಲಾಖೆಯ ಅಧಿಕಾರಿಗಳು, ರಾಹುಲ್, ಶಂಕರಪ್ಪ ಪಾಟೀಲ, ಚಂದ್ರಕಾಂತ ಸ್ವಾಮಿ, ಮಲ್ಲಿಕಾರ್ಜುನ ಬಳ್ಳಾ, ಮಲ್ಲಯ್ಯಸ್ವಾಮಿ, ವಿರೇಶ ಬಿಕ್ಕಾರಿ, ಚಂದ್ರಕಾಂತ ಸಾವು, ರಾಜು ಕಿಣ್ಣಿ ಮುಂತಾದವರು ಇದ್ದರು.: [1186, 938, 1334, 1148]
